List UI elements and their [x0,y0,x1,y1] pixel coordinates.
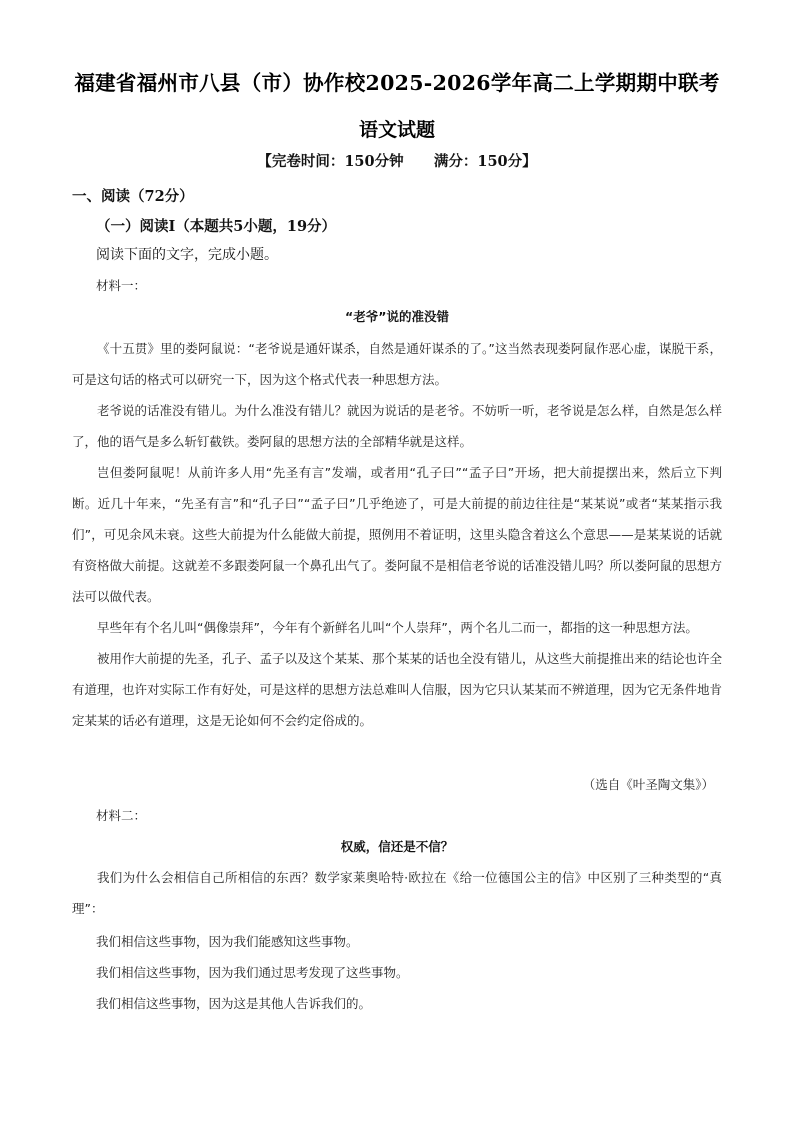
truth-line: 我们相信这些事物，因为这是其他人告诉我们的。 [96,996,372,1011]
material-2-label: 材料二： [96,808,147,823]
material-2-intro [72,862,722,924]
section-heading: 一、阅读（72分） [72,188,194,205]
paragraph: 老爷说的话准没有错儿。为什么准没有错儿？就因为说话的是老爷。不妨听一听，老爷说是怎么样，自然是怎么样了，他的语气是多么斩钉截铁。娄阿鼠的思想方法的全部精华就是这样。 [72,403,723,449]
paragraph: 我们为什么会相信自己所相信的东西？数学家莱奥哈特·欧拉在《给一位德国公主的信》中区别了三种类型的“真理”： [72,870,722,916]
instruction-text: 阅读下面的文字，完成小题。 [96,247,278,263]
paragraph: 早些年有个名儿叫“偶像崇拜”，今年有个新鲜名儿叫“个人崇拜”，两个名儿二而一，都指的这一种思想方法。 [97,620,698,635]
paragraph: 《十五贯》里的娄阿鼠说：“老爷说是通奸谋杀，自然是通奸谋杀的了。”这当然表现娄阿鼠作恶心虚，谋脱干系，可是这句话的格式可以研究一下，因为这个格式代表一种思想方法。 [72,341,722,387]
material-1-body [72,333,722,736]
material-1-source: （选自《叶圣陶文集》） [582,777,714,792]
paragraph: 岂但娄阿鼠呢！从前许多人用“先圣有言”发端，或者用“孔子曰”“孟子曰”开场，把大前提摆出来，然后立下判断。近几十年来，“先圣有言”和“孔子曰”“孟子曰”几乎绝迹了，可是大前提的前边往往是“某某说”或者“某某指示我们”，可见余风未衰。这些大前提为什么能做大前提，照例用不着证明，这里头隐含着这么个意思——是某某说的话就有资格做大前提。这就差不多跟娄阿鼠一个鼻孔出气了。娄阿鼠不是相信老爷说的话准没错儿吗？所以娄阿鼠的思想方法可以做代表。 [72,465,723,604]
exam-title: 福建省福州市八县（市）协作校2025-2026学年高二上学期期中联考 [74,71,720,95]
exam-subject: 语文试题 [358,119,435,141]
exam-info: 【完卷时间：150分钟 满分：150分】 [257,153,537,170]
material-1-label: 材料一： [96,278,147,293]
paragraph: 被用作大前提的先圣，孔子、孟子以及这个某某、那个某某的话也全没有错儿，从这些大前提推出来的结论也许全有道理，也许对实际工作有好处，可是这样的思想方法总难叫人信服，因为它只认某某而不辨道理，因为它无条件地肯定某某的话必有道理，这是无论如何不会约定俗成的。 [72,651,723,728]
truth-line: 我们相信这些事物，因为我们能感知这些事物。 [96,934,359,949]
material-1-title: “老爷”说的准没错 [345,309,449,324]
subsection-heading: （一）阅读Ⅰ（本题共5小题，19分） [96,218,337,235]
material-2-title: 权威，信还是不信？ [340,839,454,854]
truth-line: 我们相信这些事物，因为我们通过思考发现了这些事物。 [96,965,409,980]
